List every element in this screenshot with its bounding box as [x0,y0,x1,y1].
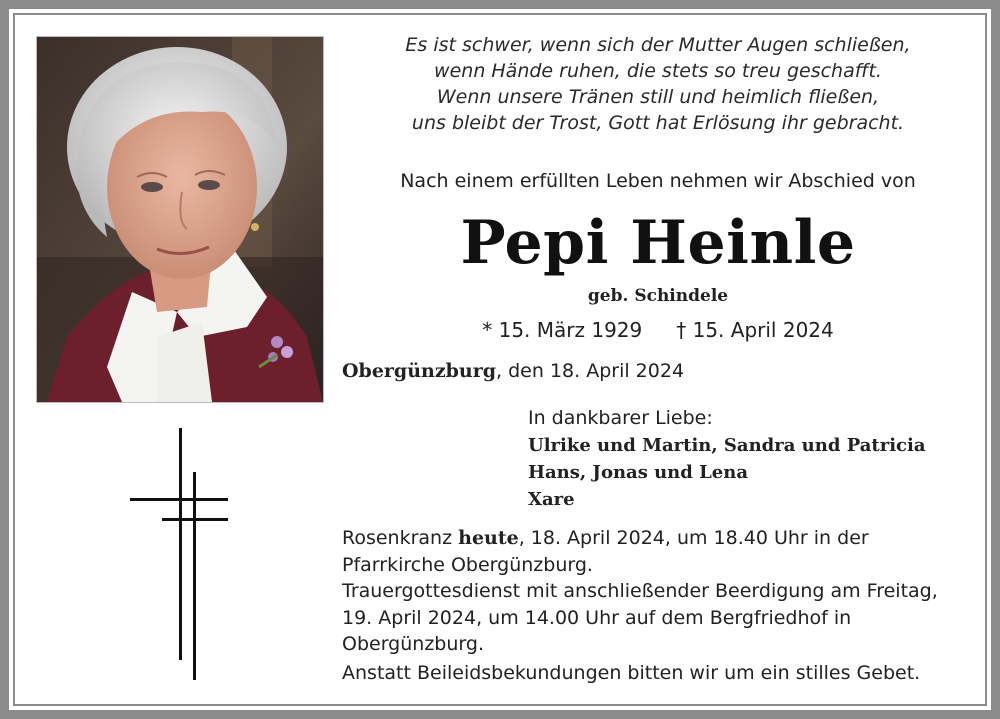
place-date-rest: , den 18. April 2024 [496,360,685,382]
life-dates [340,318,976,342]
poem [340,32,976,136]
service-info [342,525,962,658]
birth-symbol: * [482,318,493,342]
place-date [342,360,684,382]
mourners [528,405,926,513]
double-cross-icon [128,428,232,682]
poem-line: Wenn unsere Tränen still und heimlich fließen, [436,86,880,108]
closing-text: Anstatt Beileidsbekundungen bitten wir um ein stilles Gebet. [342,662,921,684]
poem-line: wenn Hände ruhen, die stets so treu geschafft. [434,60,882,82]
place-name: Obergünzburg [342,360,497,382]
mourners-heading: In dankbarer Liebe: [528,407,713,429]
mourner-line: Xare [528,489,575,510]
funeral-info: Trauergottesdienst mit anschließender Beerdigung am Freitag, 19. April 2024, um 14.00 Uhr auf dem Bergfriedhof in Obergünzburg. [342,580,938,655]
mourner-line: Ulrike und Martin, Sandra und Patricia [528,435,926,456]
birth-date: 15. März 1929 [498,318,643,342]
death-symbol: † [676,318,687,342]
death-date: 15. April 2024 [692,318,834,342]
mourner-line: Hans, Jonas und Lena [528,462,748,483]
poem-line: uns bleibt der Trost, Gott hat Erlösung ihr gebracht. [411,112,905,134]
maiden-name: geb. Schindele [587,286,729,306]
deceased-name: Pepi Heinle [460,208,856,278]
rosary-rest: , 18. April 2024, um 18.40 Uhr in der Pfarrkirche Obergünzburg. [342,527,869,576]
rosary-today: heute [458,527,519,549]
rosary-info [342,525,962,578]
poem-line: Es ist schwer, wenn sich der Mutter Augen schließen, [405,34,911,56]
rosary-prefix: Rosenkranz [342,527,459,549]
portrait-photo [36,36,324,403]
intro-text: Nach einem erfüllten Leben nehmen wir Abschied von [400,170,916,192]
